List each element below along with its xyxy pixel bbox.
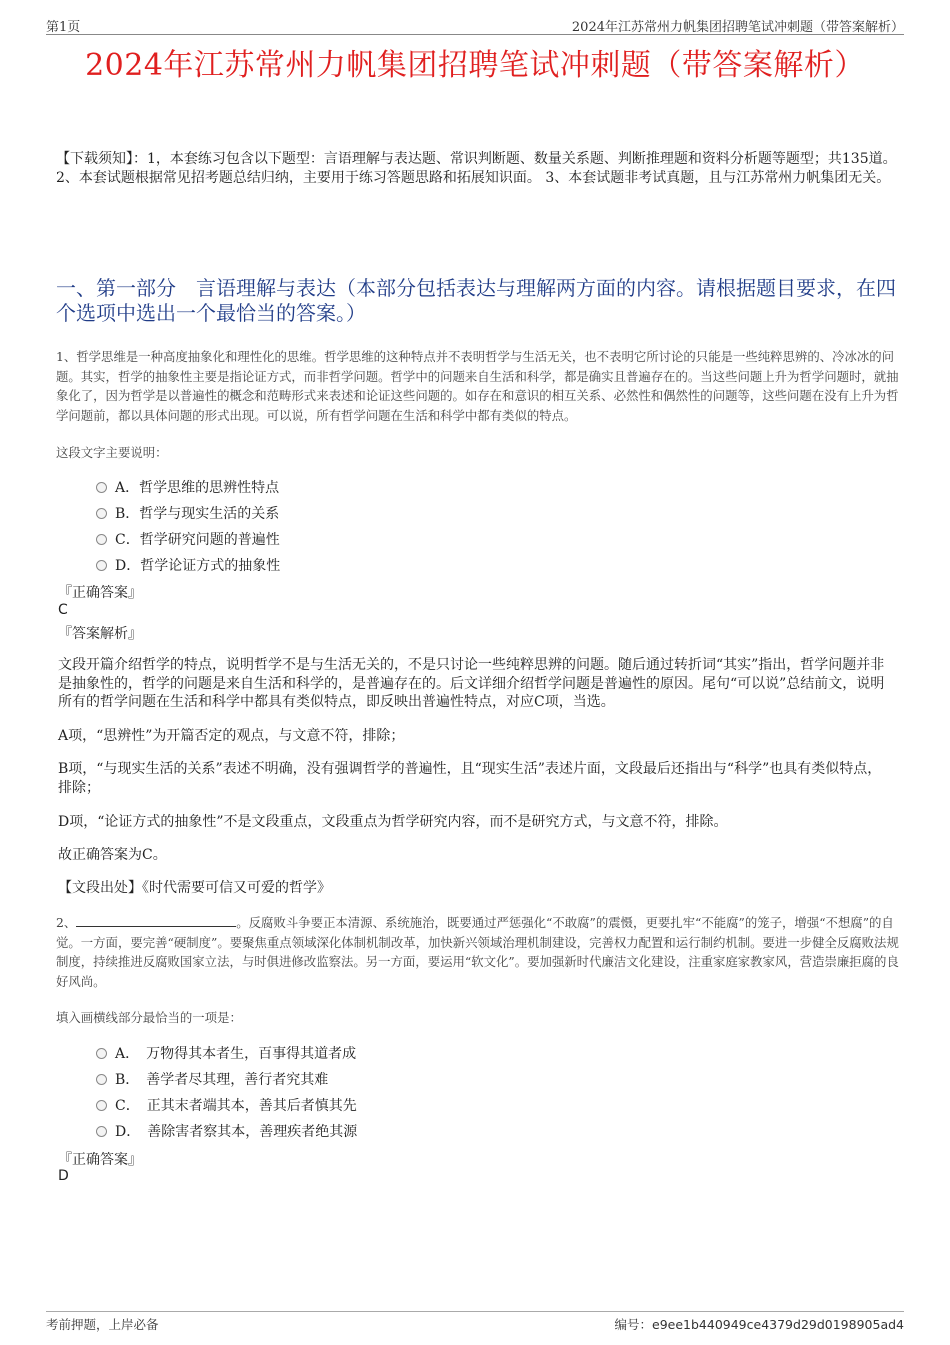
question-1-option-d[interactable]: D．哲学论证方式的抽象性: [96, 555, 280, 575]
section-heading: 一、第一部分 言语理解与表达（本部分包括表达与理解两方面的内容。请根据题目要求，在四个选项中选出一个最恰当的答案。）: [56, 276, 896, 325]
radio-icon[interactable]: [96, 560, 107, 571]
question-2-option-a[interactable]: A． 万物得其本者生，百事得其道者成: [96, 1043, 356, 1063]
page-header: [46, 14, 904, 35]
question-1-option-c[interactable]: C．哲学研究问题的普遍性: [96, 529, 280, 549]
radio-icon[interactable]: [96, 508, 107, 519]
radio-icon[interactable]: [96, 534, 107, 545]
question-2-option-d[interactable]: D． 善除害者察其本，善理疾者绝其源: [96, 1121, 357, 1141]
fill-blank: [76, 914, 236, 927]
page-number: 第1页: [46, 20, 81, 35]
radio-icon[interactable]: [96, 1048, 107, 1059]
question-1-analysis-tag: 『答案解析』: [58, 626, 142, 642]
question-1-ask: 这段文字主要说明：: [56, 445, 168, 460]
page-footer: [46, 1311, 904, 1334]
question-2-stem: 2、 。反腐败斗争要正本清源、系统施治，既要通过严惩强化“不敢腐”的震慑，更要扎牢“不能腐”的笼子，增强“不想腐”的自觉。一方面，要完善“硬制度”。要聚焦重点领域深化体制机制改革，加快新兴领域治理机制建设，完善权力配置和运行制约机制。要进一步健全反腐败法规制度，持续推进反腐败国家立法，与时俱进修改监察法。另一方面，要运用“软文化”。要加强新时代廉洁文化建设，注重家庭家教家风，营造崇廉拒腐的良好风尚。: [56, 915, 899, 990]
footer-slogan: 考前押题，上岸必备: [46, 1317, 159, 1332]
document-title: 2024年江苏常州力帆集团招聘笔试冲刺题（带答案解析）: [85, 48, 865, 83]
radio-icon[interactable]: [96, 1100, 107, 1111]
question-1-analysis-d: D项，“论证方式的抽象性”不是文段重点，文段重点为哲学研究内容，而不是研究方式，与文意不符，排除。: [58, 814, 728, 830]
question-1-option-a[interactable]: A．哲学思维的思辨性特点: [96, 477, 279, 497]
question-1-stem: 1、哲学思维是一种高度抽象化和理性化的思维。哲学思维的这种特点并不表明哲学与生活无关，也不表明它所讨论的只能是一些纯粹思辨的、冷冰冰的问题。其实，哲学的抽象性主要是指论证方式，而非哲学问题。哲学中的问题来自生活和科学，都是确实且普遍存在的。当这些问题上升为哲学问题时，就抽象化了，因为哲学是以普遍性的概念和范畴形式来表述和论证这些问题的。如存在和意识的相互关系、必然性和偶然性的问题等，这些问题在没有上升为哲学问题前，都以具体问题的形式出现。可以说，所有哲学问题在生活和科学中都有类似的特点。: [56, 349, 899, 424]
question-2-option-c[interactable]: C． 正其末者端其本，善其后者慎其先: [96, 1095, 357, 1115]
question-1-analysis-a: A项，“思辨性”为开篇否定的观点，与文意不符，排除；: [58, 728, 405, 744]
download-notice: 【下载须知】：1，本套练习包含以下题型：言语理解与表达题、常识判断题、数量关系题、判断推理题和资料分析题等题型；共135道。 2、本套试题根据常见招考题总结归纳，主要用于练习答题思路和拓展知识面。 3、本套试题非考试真题，且与江苏常州力帆集团无关。: [56, 151, 897, 186]
question-2-answer-tag: 『正确答案』: [58, 1152, 142, 1168]
question-1-conclusion: 故正确答案为C。: [58, 847, 167, 863]
question-1-source: 【文段出处】《时代需要可信又可爱的哲学》: [58, 880, 331, 896]
question-1-option-b[interactable]: B．哲学与现实生活的关系: [96, 503, 279, 523]
footer-code: 编号：e9ee1b440949ce4379d29d0198905ad4: [614, 1317, 904, 1332]
radio-icon[interactable]: [96, 1074, 107, 1085]
question-2-option-b[interactable]: B． 善学者尽其理，善行者究其难: [96, 1069, 328, 1089]
question-1-answer: C: [58, 602, 68, 618]
header-doc-title: 2024年江苏常州力帆集团招聘笔试冲刺题（带答案解析）: [571, 20, 904, 35]
question-1-answer-tag: 『正确答案』: [58, 585, 142, 601]
question-1-analysis-main: 文段开篇介绍哲学的特点，说明哲学不是与生活无关的，不是只讨论一些纯粹思辨的问题。随后通过转折词“其实”指出，哲学问题并非是抽象性的，哲学的问题是来自生活和科学的，是普遍存在的。后文详细介绍哲学问题是普遍性的原因。尾句“可以说”总结前文，说明所有的哲学问题在生活和科学中都具有类似特点，即反映出普遍性特点，对应C项，当选。: [58, 657, 885, 710]
radio-icon[interactable]: [96, 1126, 107, 1137]
question-1-analysis-b: B项，“与现实生活的关系”表述不明确，没有强调哲学的普遍性，且“现实生活”表述片面，文段最后还指出与“科学”也具有类似特点，排除；: [58, 761, 882, 796]
question-2-answer: D: [58, 1168, 69, 1184]
question-2-ask: 填入画横线部分最恰当的一项是：: [56, 1010, 242, 1025]
radio-icon[interactable]: [96, 482, 107, 493]
